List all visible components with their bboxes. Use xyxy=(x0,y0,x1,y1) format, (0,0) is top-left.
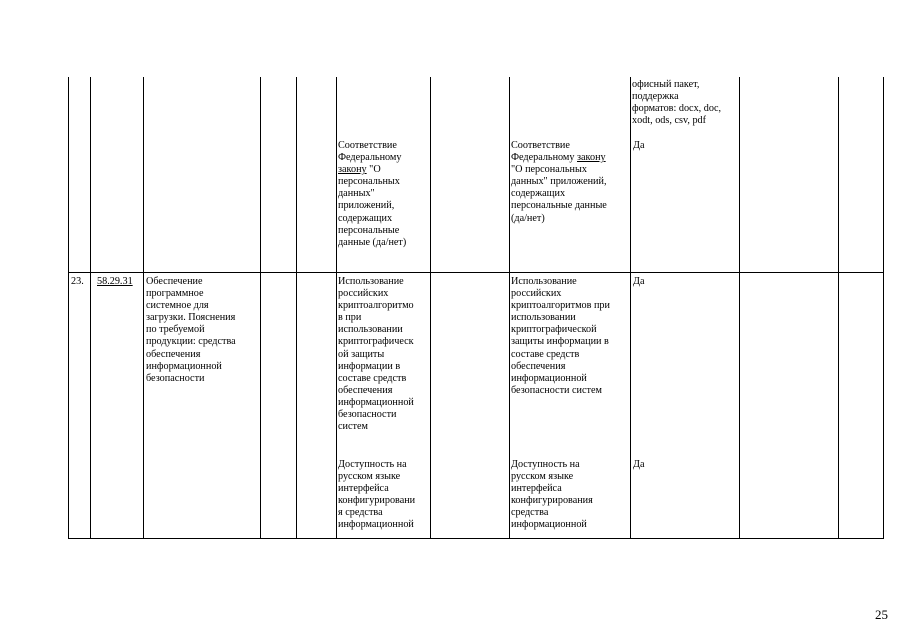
col-divider xyxy=(336,77,337,539)
col-divider xyxy=(630,77,631,539)
col-divider xyxy=(430,77,431,539)
col-divider xyxy=(296,77,297,539)
value-yes: Да xyxy=(633,276,645,287)
col-divider xyxy=(90,77,91,539)
criterion-russian-ui-col6: Доступность на русском языке интерфейса конфигурировани я средства информационной xyxy=(338,459,416,531)
table-border-right xyxy=(883,77,884,539)
value-yes: Да xyxy=(633,140,645,151)
row-number: 23. xyxy=(71,276,84,287)
product-name: Обеспечение программное системное для загрузки. Пояснения по требуемой продукции: средства обеспечения информационной безопасности xyxy=(146,276,236,384)
page-number: 25 xyxy=(875,607,888,622)
col-divider xyxy=(739,77,740,539)
criterion-personal-data-col6 xyxy=(338,140,430,249)
formats-text: офисный пакет, поддержка форматов: docx, doc, xodt, ods, csv, pdf xyxy=(632,79,722,127)
criterion-text: "О персональных данных" приложений, содержащих персональные данные (да/нет) xyxy=(511,164,607,224)
okpd-code-link[interactable]: 58.29.31 xyxy=(97,276,133,287)
table-border-bottom xyxy=(68,538,884,539)
value-yes: Да xyxy=(633,459,645,470)
criterion-russian-ui-col7: Доступность на русском языке интерфейса конфигурирования средства информационной xyxy=(511,459,593,531)
table-border-left xyxy=(68,77,69,539)
criterion-personal-data-col7 xyxy=(511,140,629,225)
col-divider xyxy=(838,77,839,539)
criterion-text: "О персональных данных" приложений, содержащих персональные данные (да/нет) xyxy=(338,164,407,248)
criterion-text: Соответствие Федеральному xyxy=(511,140,575,164)
law-link[interactable]: закону xyxy=(338,164,367,176)
criterion-text: Соответствие Федеральному xyxy=(338,140,402,164)
law-link[interactable]: закону xyxy=(577,152,606,164)
col-divider xyxy=(260,77,261,539)
col-divider xyxy=(143,77,144,539)
criterion-crypto-col7: Использование российских криптоалгоритмов при использовании криптографической защиты информации в составе средств обеспечения информационной безопасности систем xyxy=(511,276,610,396)
col-divider xyxy=(509,77,510,539)
row-divider xyxy=(68,272,884,273)
criterion-crypto-col6: Использование российских криптоалгоритмо в при использовании криптографическ ой защиты информации в составе средств обеспечения информационной безопасности систем xyxy=(338,276,414,433)
